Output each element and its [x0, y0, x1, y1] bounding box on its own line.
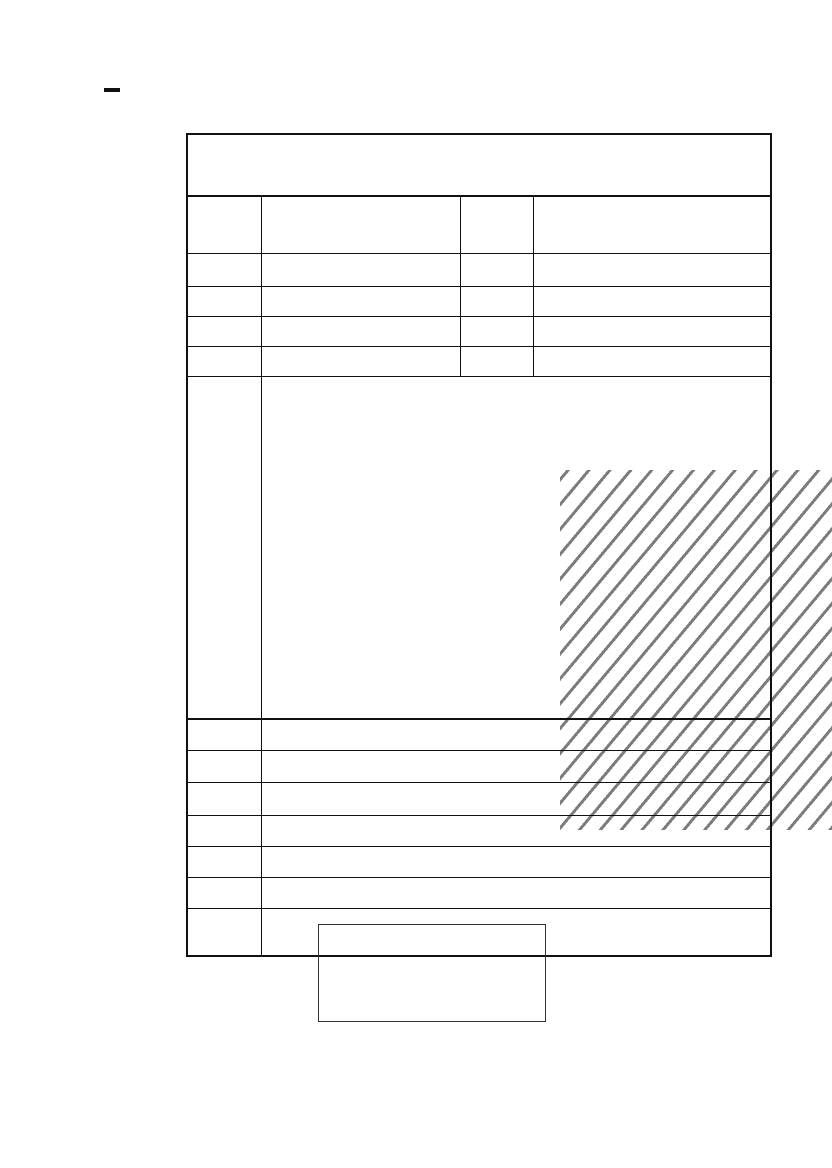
form-title [188, 135, 770, 197]
overlapping-seal-stamp [560, 470, 832, 830]
approval-seals [318, 924, 546, 1022]
detail-back-stamp [104, 88, 120, 92]
